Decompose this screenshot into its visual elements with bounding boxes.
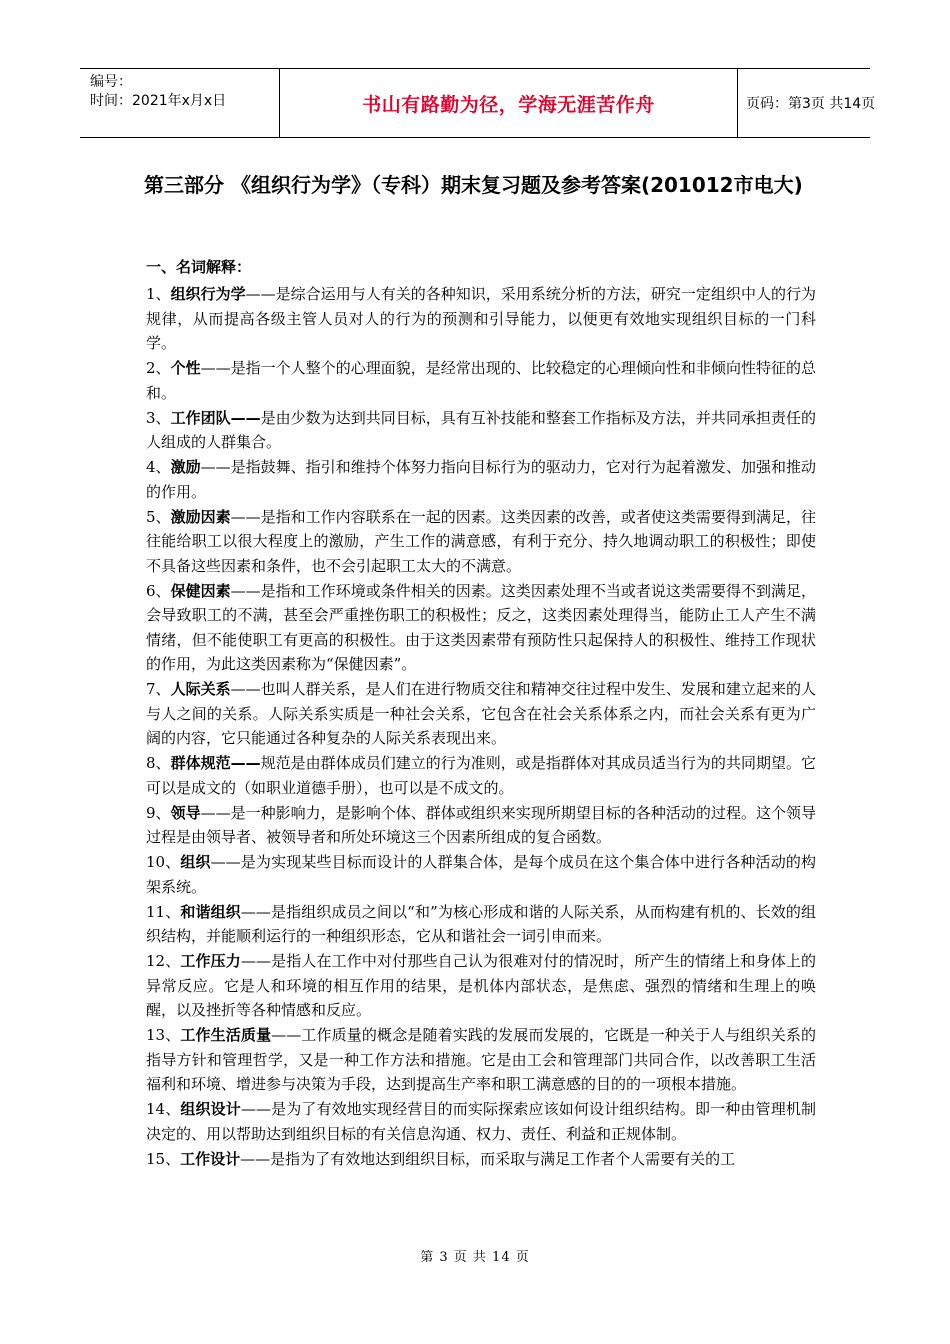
term-item	[146, 949, 816, 1023]
term-definition: ——是指鼓舞、指引和维持个体努力指向目标行为的驱动力，它对行为起着激发、加强和推动的作用。	[146, 458, 816, 501]
term-item	[146, 356, 816, 405]
term-name: 工作设计	[180, 1149, 241, 1168]
term-item	[146, 677, 816, 751]
term-item	[146, 1147, 816, 1172]
term-item	[146, 900, 816, 949]
term-name: 个性	[170, 359, 201, 377]
term-item	[146, 406, 816, 455]
term-item	[146, 751, 816, 800]
header-motto: 书山有路勤为径，学海无涯苦作舟	[280, 69, 738, 137]
term-item	[146, 579, 816, 677]
term-definition: 规范是由群体成员们建立的行为准则，或是指群体对其成员适当行为的共同期望。它可以是成文的（如职业道德手册），也可以是不成文的。	[146, 754, 816, 797]
term-name: 保健因素	[170, 581, 231, 600]
term-list	[146, 282, 816, 1172]
term-name: 工作团队——	[170, 408, 261, 427]
page-header	[80, 68, 876, 138]
term-number: 9、	[146, 803, 171, 822]
term-definition: ——是指人在工作中对付那些自己认为很难对付的情况时，所产生的情绪上和身体上的异常反应。它是人和环境的相互作用的结果，是机体内部状态，是焦虑、强烈的情绪和生理上的唤醒，以及挫折等各种情感和反应。	[146, 952, 816, 1019]
term-item	[146, 282, 816, 356]
term-number: 1、	[146, 285, 171, 303]
term-definition: ——工作质量的概念是随着实践的发展而发展的，它既是一种关于人与组织关系的指导方针和管理哲学，又是一种工作方法和措施。它是由工会和管理部门共同合作，以改善职工生活福利和环境、增进参与决策为手段，达到提高生产率和职工满意感的目的的一项根本措施。	[146, 1026, 816, 1093]
term-number: 6、	[146, 581, 171, 600]
term-name: 群体规范——	[170, 754, 261, 772]
term-item	[146, 1023, 816, 1097]
page-footer: 第 3 页 共 14 页	[420, 1250, 530, 1265]
term-name: 组织	[180, 853, 211, 871]
header-meta	[80, 69, 280, 137]
term-definition: ——是一种影响力，是影响个体、群体或组织来实现所期望目标的各种活动的过程。这个领导过程是由领导者、被领导者和所处环境这三个因素所组成的复合函数。	[146, 803, 816, 846]
term-definition: ——是为实现某些目标而设计的人群集合体，是每个成员在这个集合体中进行各种活动的构架系统。	[146, 853, 816, 896]
term-item	[146, 850, 816, 899]
term-item	[146, 455, 816, 504]
term-item	[146, 1097, 816, 1146]
section-heading: 一、名词解释：	[146, 258, 252, 276]
date-label: 时间：2021年x月x日	[90, 93, 227, 109]
term-definition: ——是为了有效地实现经营目的而实际探索应该如何设计组织结构。即一种由管理机制决定的、用以帮助达到组织目标的有关信息沟通、权力、责任、利益和正规体制。	[146, 1100, 816, 1143]
term-name: 领导	[170, 803, 201, 822]
term-name: 人际关系	[170, 680, 231, 698]
term-definition: ——是指组织成员之间以“和”为核心形成和谐的人际关系，从而构建有机的、长效的组织结构，并能顺利运行的一种组织形态，它从和谐社会一词引申而来。	[146, 902, 817, 945]
term-name: 和谐组织	[180, 902, 241, 921]
term-number: 15、	[146, 1149, 181, 1168]
term-definition: ——也叫人群关系，是人们在进行物质交往和精神交往过程中发生、发展和建立起来的人与人之间的关系。人际关系实质是一种社会关系，它包含在社会关系体系之内，而社会关系有更为广阔的内容，它只能通过各种复杂的人际关系表现出来。	[146, 680, 816, 747]
number-label: 编号：	[90, 74, 132, 90]
term-definition: ——是综合运用与人有关的各种知识，采用系统分析的方法，研究一定组织中人的行为规律，从而提高各级主管人员对人的行为的预测和引导能力，以便更有效地实现组织目标的一门科学。	[146, 285, 816, 352]
term-number: 2、	[146, 359, 171, 377]
term-number: 14、	[146, 1100, 181, 1118]
term-name: 激励	[170, 458, 201, 476]
term-name: 激励因素	[170, 507, 231, 526]
term-number: 5、	[146, 507, 171, 526]
term-number: 12、	[146, 952, 181, 970]
term-name: 组织行为学	[170, 285, 246, 303]
term-name: 工作压力	[180, 952, 241, 970]
document-title: 第三部分 《组织行为学》（专科）期末复习题及参考答案(201012市电大)	[144, 173, 803, 197]
header-page-label: 页码：第3页 共14页	[746, 96, 876, 112]
term-definition: ——是指和工作环境或条件相关的因素。这类因素处理不当或者说这类需要得不到满足，会导致职工的不满，甚至会严重挫伤职工的积极性；反之，这类因素处理得当，能防止工人产生不满情绪，但不能使职工有更高的积极性。由于这类因素带有预防性只起保持人的积极性、维持工作现状的作用，为此这类因素称为“保健因素”。	[146, 581, 816, 673]
term-name: 工作生活质量	[180, 1026, 272, 1044]
term-number: 8、	[146, 754, 171, 772]
term-number: 11、	[146, 902, 181, 921]
term-item	[146, 801, 816, 850]
term-definition: 是由少数为达到共同目标，具有互补技能和整套工作指标及方法，并共同承担责任的人组成的人群集合。	[146, 408, 816, 451]
term-definition: ——是指为了有效地达到组织目标，而采取与满足工作者个人需要有关的工	[240, 1149, 736, 1168]
term-name: 组织设计	[180, 1100, 241, 1118]
term-number: 3、	[146, 408, 171, 427]
term-item	[146, 505, 816, 579]
term-number: 4、	[146, 458, 171, 476]
term-definition: ——是指和工作内容联系在一起的因素。这类因素的改善，或者使这类需要得到满足，往往能给职工以很大程度上的激励，产生工作的满意感，有利于充分、持久地调动职工的积极性；即使不具备这些因素和条件，也不会引起职工太大的不满意。	[146, 507, 816, 575]
term-number: 7、	[146, 680, 171, 698]
term-definition: ——是指一个人整个的心理面貌，是经常出现的、比较稳定的心理倾向性和非倾向性特征的总和。	[146, 359, 816, 402]
term-number: 13、	[146, 1026, 181, 1044]
term-number: 10、	[146, 853, 181, 871]
